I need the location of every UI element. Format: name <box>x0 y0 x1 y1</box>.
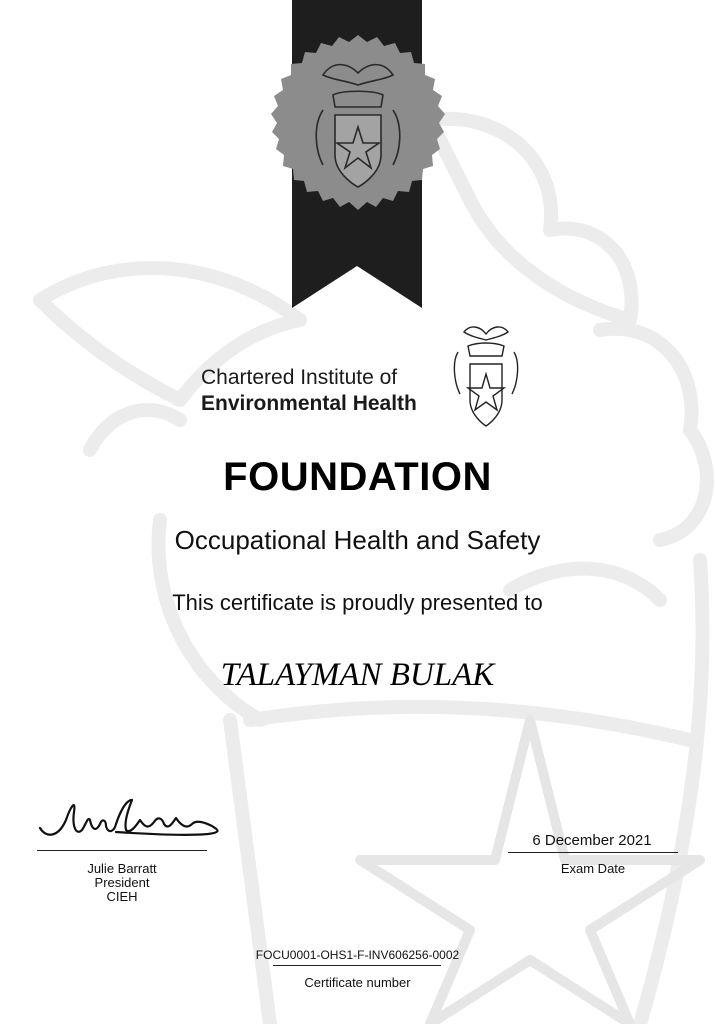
certificate-subject: Occupational Health and Safety <box>174 525 541 555</box>
certificate-number-label: Certificate number <box>304 975 411 990</box>
certificate-level: FOUNDATION <box>223 455 492 499</box>
signature-line <box>37 850 207 851</box>
signature-image <box>36 790 226 850</box>
organization-name <box>201 365 461 417</box>
organization-line1: Chartered Institute of <box>201 366 398 389</box>
signatory-name: Julie Barratt <box>87 861 157 876</box>
recipient-name: TALAYMAN BULAK <box>220 657 495 693</box>
certificate-number-line <box>273 965 441 966</box>
cieh-crest-icon <box>450 322 522 432</box>
organization-line2: Environmental Health <box>201 392 417 415</box>
exam-date-line <box>508 852 678 853</box>
certificate-number-value: FOCU0001-OHS1-F-INV606256-0002 <box>255 948 460 962</box>
signatory-block <box>37 862 207 904</box>
seal-crest-icon <box>263 35 453 225</box>
presented-text: This certificate is proudly presented to <box>172 590 543 615</box>
exam-date-value: 6 December 2021 <box>532 832 652 849</box>
signatory-title: President <box>94 875 150 890</box>
signatory-org: CIEH <box>106 889 138 904</box>
exam-date-label: Exam Date <box>560 861 626 876</box>
